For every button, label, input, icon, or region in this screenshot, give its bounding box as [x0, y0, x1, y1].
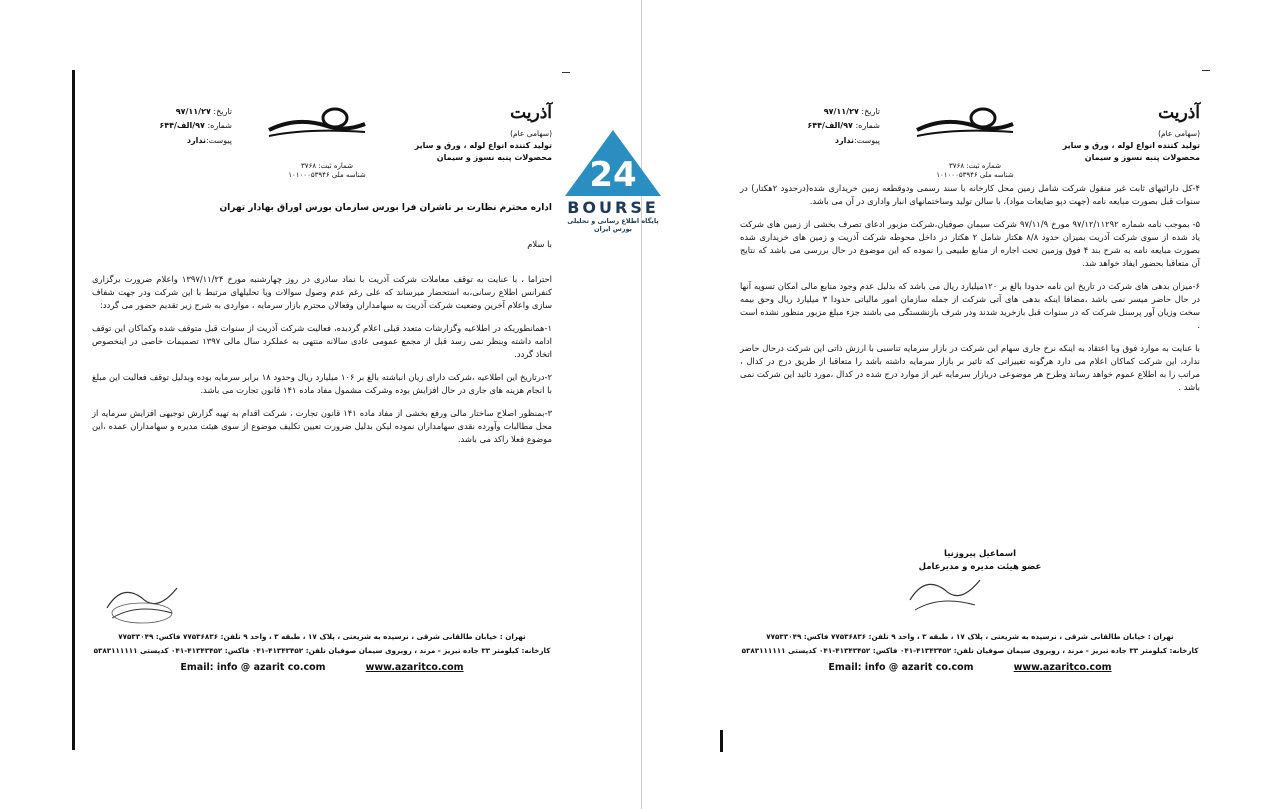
company-stamp-icon: [900, 570, 990, 620]
paragraph: ۲-درتاریخ این اطلاعیه ،شرکت دارای زیان انباشته بالغ بر ۱۰۶ میلیارد ریال وحدود ۱۸ برابر سرمایه بوده وبدلیل توقف فعالیت این مبلغ با انجام هزینه های جاری در حال افزایش بوده وشرکت مشمول مفاد ماده ۱۴۱ قانون تجارت می باشد.: [92, 372, 553, 396]
website-link[interactable]: www.azaritco.com: [365, 662, 464, 674]
registration-info: [277, 162, 377, 180]
paragraph: ۴-کل دارائیهای ثابت غیر منقول شرکت شامل زمین محل کارخانه با سند رسمی ودوقطعه زمین خریداری شده(درحدود ۲هکتار) در سنوات قبل بصورت مبایعه نامه (جهت دپو ضایعات مواد)، با سالن تولید وساختمانهای انبار واداری در آن می باشد.: [740, 183, 1200, 207]
scan-edge: [720, 730, 723, 752]
company-products-2: محصولات پنبه نسوز و سیمان: [1084, 153, 1200, 163]
number-label: شماره:: [855, 121, 880, 131]
letter-body: [740, 182, 1200, 404]
paragraph: با عنایت به موارد فوق وبا اعتقاد به اینکه نرخ جاری سهام این شرکت در بازار سرمایه تناسبی با ارزش ذاتی این شرکت درحال حاضر ندارد، این شرکت کماکان اعلام می دارد هرگونه تغییراتی که تاثیر بر بازار سرمایه داشته باشد را متعاقبا از طریق درج در کدال ، مراتب را به اطلاع عموم خواهد رساند وطرح هر موضوعی دربازار سرمایه غیر از موارد درج شده در کدال ،مورد تائید این شرکت نمی باشد .: [740, 343, 1200, 393]
svg-text:24: 24: [589, 155, 637, 195]
addressee: اداره محترم نظارت بر ناشران فرا بورس سازمان بورس اوراق بهادار تهران: [219, 203, 552, 213]
company-type: (سهامی عام): [510, 129, 552, 139]
company-block: [352, 100, 552, 165]
contact-line: [92, 659, 552, 677]
letterhead: [720, 100, 1220, 180]
date-label: تاریخ:: [213, 107, 232, 116]
letter-page-1: [72, 70, 572, 760]
bourse-triangle-icon: [563, 128, 663, 198]
registration-number: شماره ثبت: ۳۷۶۸: [301, 162, 353, 170]
factory-address: کارخانه: کیلومتر ۳۳ جاده تبریز - مرند ، روبروی سیمان صوفیان تلفن: ۴۱۳۴۳۴۵۲-۰۴۱ فاکس: ۴۱۳۴۳۴۵۲-۰۴۱ کدپستی ۵۳۸۳۱۱۱۱۱۱: [741, 645, 1199, 655]
company-name: آذریت: [510, 103, 552, 123]
email: Email: info @ azarit co.com: [828, 662, 974, 674]
company-products: تولید کننده انواع لوله ، ورق و سایر: [414, 140, 552, 150]
office-address: تهران : خیابان طالقانی شرقی ، نرسیده به شریعتی ، پلاک ۱۷ ، طبقه ۳ ، واحد ۹ تلفن: ۷۷۵۳۶۸۳۶ فاکس: ۷۷۵۳۳۰۴۹: [118, 632, 526, 641]
bourse-wordmark: BOURSE: [567, 198, 659, 217]
paragraph: ۱-همانطوریکه در اطلاعیه وگزارشات متعدد قبلی اعلام گردیده، فعالیت شرکت آذریت از سنوات قبل متوقف شده وکماکان این توقف ادامه داشته وبنظر نمی رسد قبل از مجمع عمومی عادی سالانه منتهی به عملکرد سال مالی ۱۳۹۷ تصمیمات خاصی در اینخصوص اتخاذ گردد.: [92, 323, 552, 360]
paragraph: احتراما ، با عنایت به توقف معاملات شرکت آذریت با نماد ساذری در روز چهارشنبه مورخ ۱۳۹۷/۱۱/۲۴ واعلام ضرورت برگزاری کنفرانس اطلاع رسانی،به استحضار میرساند که علی رغم عدم وصول سوالات ویا تحلیلهای مرتبط با این شرکت ودر جهت شفاف سازی واعلام آخرین وضعیت شرکت آذریت به سهامداران وفعالان محترم بازار سرمایه ، مواردی به شرح زیر تقدیم حضور می گردد:: [92, 273, 553, 310]
number-value: ۹۷/الف/۶۴۴: [807, 121, 853, 131]
date-value: ۹۷/۱۱/۲۷: [823, 107, 859, 116]
letter-page-2: [720, 70, 1220, 760]
registration-number: شماره ثبت: ۳۷۶۸: [949, 162, 1001, 170]
paragraph: ۵- بموجب نامه شماره ۹۷/۱۲/۱۱۲۹۲ مورخ ۹۷/۱۱/۹ شرکت سیمان صوفیان،شرکت مزبور ادعای تصرف بخشی از زمین های شرکت یاد شده از سوی شرکت آذریت بمیزان حدود ۸/۸ هکتار شامل ۲ هکتار در داخل محوطه شرکت آذریت و زمین های خریداری شده بصورت مبایعه نامه به شرح بند ۴ فوق وزمین تحت اجاره از منابع طبیعی را نموده که این موضوع در حال بررسی می باشد که نتایج آن متعاقبا بحضور ایفاد خواهد شد.: [740, 219, 1200, 269]
azarit-logo-icon: [915, 104, 1015, 140]
bourse-tagline: پایگاه اطلاع رسانی و تحلیلی بورس ایران: [567, 217, 659, 233]
national-id: شناسه ملی ۱۰۱۰۰۰۵۳۹۴۶: [288, 171, 366, 180]
attachment-label: پیوست:: [853, 135, 880, 145]
letterhead: [72, 100, 572, 180]
contact-line: [740, 659, 1200, 677]
number-label: شماره:: [207, 121, 232, 131]
scan-mark: [562, 72, 570, 73]
attachment-value: ندارد: [186, 135, 206, 145]
date-value: ۹۷/۱۱/۲۷: [175, 107, 211, 116]
company-products-2: محصولات پنبه نسوز و سیمان: [436, 153, 552, 163]
letter-meta: [760, 105, 880, 148]
paragraph: ۶-میزان بدهی های شرکت در تاریخ این نامه حدودا بالغ بر ۱۲۰میلیارد ریال می باشد که بدلیل عدم وجود منابع مالی امکان تسویه آنها در حال حاضر میسر نمی باشد ،مضافا اینکه بدهی های آتی شرکت از جمله سازمان امور مالیاتی حدودا ۳ میلیارد ریال وحق بیمه سخت وزیان آور پرسنل شرکت که در سنوات قبل بازخرید شدند ودر شرف بازنشستگی می باشند جزء مبلغ مزبور منظور نشده است .: [740, 281, 1200, 331]
letter-meta: [112, 105, 232, 148]
bourse-logo: [563, 128, 663, 234]
paragraph: ۳-بمنظور اصلاح ساختار مالی ورفع بخشی از مفاد ماده ۱۴۱ قانون تجارت ، شرکت اقدام به تهیه گزارش توجیهی افزایش سرمایه از محل مطالبات وآورده نقدی سهامداران نموده لیکن بدلیل ضرورت تعیین تکلیف موضوع از سوی هیئت مدیره و سهامداران عمده ،این موضوع فعلا راکد می باشد.: [92, 408, 552, 445]
page-divider: [641, 0, 642, 809]
signatory-name: اسماعیل پیروزنیا: [944, 549, 1016, 559]
website-link[interactable]: www.azaritco.com: [1013, 662, 1112, 674]
office-address: تهران : خیابان طالقانی شرقی ، نرسیده به شریعتی ، پلاک ۱۷ ، طبقه ۳ ، واحد ۹ تلفن: ۷۷۵۳۶۸۳۶ فاکس: ۷۷۵۳۳۰۴۹: [766, 632, 1174, 641]
company-stamp-icon: [102, 578, 182, 628]
signatory-title: عضو هیئت مدیره و مدیرعامل: [918, 562, 1042, 573]
company-block: [1000, 100, 1200, 165]
company-type: (سهامی عام): [1158, 129, 1200, 139]
registration-info: [925, 162, 1025, 180]
greeting: با سلام: [527, 238, 552, 249]
email: Email: info @ azarit co.com: [180, 662, 326, 674]
number-value: ۹۷/الف/۶۴۴: [159, 121, 205, 131]
factory-address: کارخانه: کیلومتر ۳۳ جاده تبریز - مرند ، روبروی سیمان صوفیان تلفن: ۴۱۳۴۳۴۵۲-۰۴۱ فاکس: ۴۱۳۴۳۴۵۲-۰۴۱ کدپستی ۵۳۸۳۱۱۱۱۱۱: [93, 645, 551, 655]
national-id: شناسه ملی ۱۰۱۰۰۰۵۳۹۴۶: [936, 171, 1014, 180]
attachment-value: ندارد: [834, 135, 854, 145]
azarit-logo-icon: [267, 104, 367, 140]
letter-body: [92, 202, 552, 456]
letter-footer: [92, 630, 552, 677]
company-products: تولید کننده انواع لوله ، ورق و سایر: [1062, 140, 1200, 150]
company-name: آذریت: [1158, 103, 1200, 123]
scan-mark: [1202, 70, 1210, 71]
date-label: تاریخ:: [861, 107, 880, 116]
scan-edge: [72, 70, 75, 750]
attachment-label: پیوست:: [205, 135, 232, 145]
letter-footer: [740, 630, 1200, 677]
